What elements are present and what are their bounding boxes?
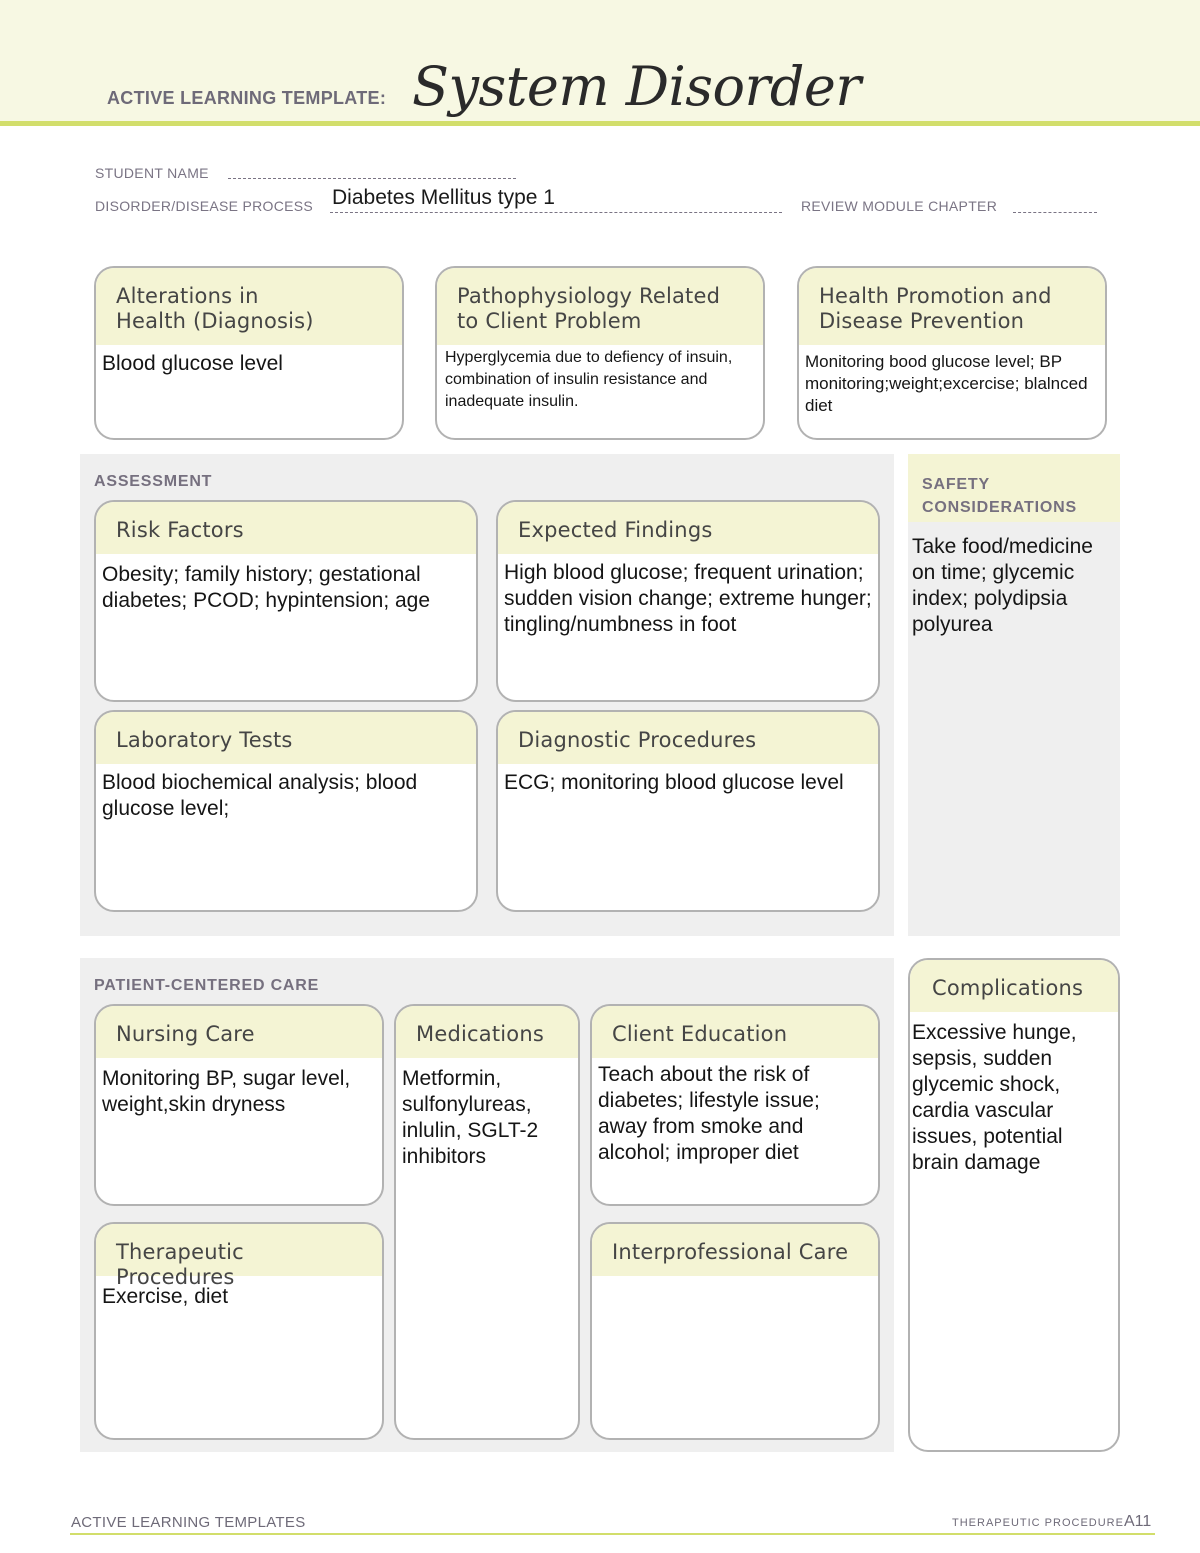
expected-findings-content[interactable]: High blood glucose; frequent urination; sudden vision change; extreme hunger; tingling/numbness in foot: [504, 561, 872, 636]
student-name-field[interactable]: [228, 178, 516, 179]
medications-content[interactable]: Metformin, sulfonylureas, inlulin, SGLT-2 inhibitors: [402, 1067, 539, 1168]
risk-factors-title: Risk Factors: [96, 502, 476, 554]
diagnostic-procedures-title: Diagnostic Procedures: [498, 712, 878, 764]
diagnostic-procedures-box[interactable]: [496, 710, 880, 912]
review-chapter-label: REVIEW MODULE CHAPTER: [801, 198, 998, 214]
nursing-care-content[interactable]: Monitoring BP, sugar level, weight,skin dryness: [102, 1067, 351, 1116]
health-promotion-title: [799, 268, 1105, 345]
health-promotion-box[interactable]: [797, 266, 1107, 440]
disorder-field[interactable]: [330, 212, 782, 213]
safety-heading-line1: SAFETY: [922, 476, 990, 493]
alterations-title-line1: Alterations in: [116, 284, 259, 308]
footer-right-label: THERAPEUTIC PROCEDURE: [952, 1517, 1124, 1529]
header-rule: [0, 121, 1200, 126]
health-promotion-title-line2: Disease Prevention: [819, 309, 1025, 333]
therapeutic-procedures-box[interactable]: [94, 1222, 384, 1440]
safety-heading: [922, 473, 1077, 519]
alterations-title-line2: Health (Diagnosis): [116, 309, 314, 333]
patient-centered-care-heading: PATIENT-CENTERED CARE: [94, 977, 320, 994]
interprofessional-care-box[interactable]: [590, 1222, 880, 1440]
therapeutic-procedures-content[interactable]: Exercise, diet: [102, 1285, 229, 1308]
client-education-content[interactable]: Teach about the risk of diabetes; lifestyle issue; away from smoke and alcohol; improper diet: [598, 1063, 820, 1164]
alterations-content[interactable]: Blood glucose level: [102, 352, 283, 375]
interprofessional-care-title: Interprofessional Care: [592, 1224, 878, 1276]
safety-content[interactable]: Take food/medicine on time; glycemic index; polydipsia polyurea: [912, 535, 1093, 636]
risk-factors-content[interactable]: Obesity; family history; gestational diabetes; PCOD; hypintension; age: [102, 563, 431, 612]
pathophysiology-title: [437, 268, 763, 345]
interprofessional-care-content[interactable]: [592, 1276, 878, 1282]
pathophysiology-title-line1: Pathophysiology Related: [457, 284, 721, 308]
nursing-care-box[interactable]: [94, 1004, 384, 1206]
page-number: A11: [1124, 1513, 1152, 1530]
laboratory-tests-title: Laboratory Tests: [96, 712, 476, 764]
review-chapter-field[interactable]: [1013, 212, 1097, 213]
complications-content[interactable]: Excessive hunge, sepsis, sudden glycemic shock, cardia vascular issues, potential brain damage: [912, 1021, 1077, 1174]
laboratory-tests-content[interactable]: Blood biochemical analysis; blood glucose level;: [102, 771, 418, 820]
assessment-heading: ASSESSMENT: [94, 473, 213, 490]
client-education-title: Client Education: [592, 1006, 878, 1058]
student-name-label: STUDENT NAME: [95, 165, 209, 181]
safety-heading-line2: CONSIDERATIONS: [922, 499, 1077, 516]
complications-box[interactable]: [908, 958, 1120, 1452]
nursing-care-title: Nursing Care: [96, 1006, 382, 1058]
expected-findings-title: Expected Findings: [498, 502, 878, 554]
disorder-label: DISORDER/DISEASE PROCESS: [95, 198, 314, 214]
diagnostic-procedures-content[interactable]: ECG; monitoring blood glucose level: [504, 771, 844, 794]
medications-box[interactable]: [394, 1004, 580, 1440]
risk-factors-box[interactable]: [94, 500, 478, 702]
pathophysiology-title-line2: to Client Problem: [457, 309, 642, 333]
expected-findings-box[interactable]: [496, 500, 880, 702]
therapeutic-procedures-title: Therapeutic Procedures: [96, 1224, 382, 1276]
safety-panel: [908, 454, 1120, 936]
laboratory-tests-box[interactable]: [94, 710, 478, 912]
page-title: System Disorder: [412, 55, 861, 118]
template-label: ACTIVE LEARNING TEMPLATE:: [107, 88, 387, 108]
footer-rule: [70, 1533, 1155, 1535]
pathophysiology-content[interactable]: Hyperglycemia due to defiency of insuin, combination of insulin resistance and inadequate insulin.: [445, 349, 733, 410]
client-education-box[interactable]: [590, 1004, 880, 1206]
disorder-value[interactable]: Diabetes Mellitus type 1: [332, 186, 555, 209]
health-promotion-title-line1: Health Promotion and: [819, 284, 1052, 308]
health-promotion-content[interactable]: Monitoring bood glucose level; BP monitoring;weight;excercise; blalnced diet: [805, 352, 1088, 415]
alterations-box[interactable]: [94, 266, 404, 440]
footer-left-label: ACTIVE LEARNING TEMPLATES: [71, 1514, 306, 1531]
complications-title: Complications: [910, 960, 1118, 1012]
pathophysiology-box[interactable]: [435, 266, 765, 440]
alterations-title: [96, 268, 402, 345]
medications-title: Medications: [396, 1006, 578, 1058]
